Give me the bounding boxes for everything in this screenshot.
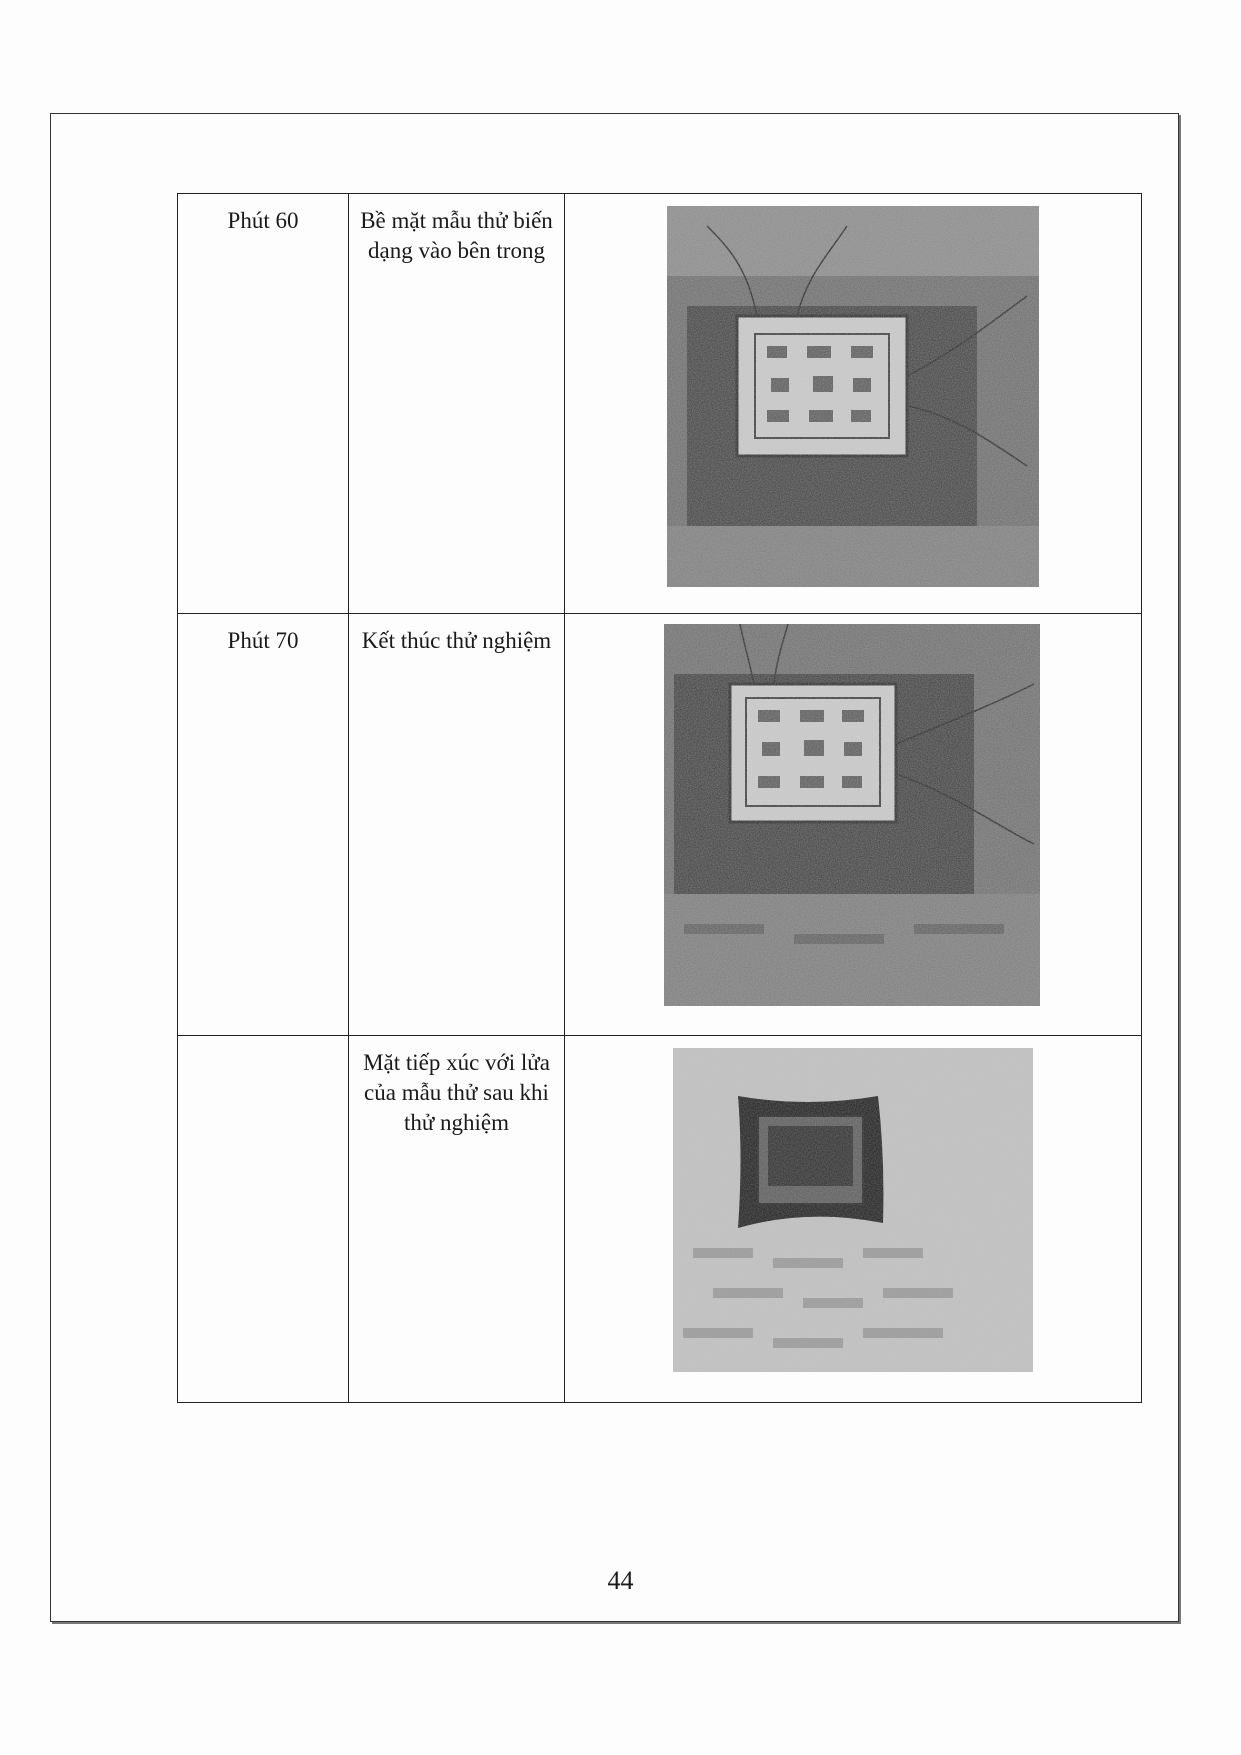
page-number: 44 bbox=[607, 1566, 634, 1595]
time-cell bbox=[178, 194, 349, 614]
description-cell bbox=[349, 194, 565, 614]
table-row bbox=[178, 614, 1142, 1036]
time-cell bbox=[178, 614, 349, 1036]
description-text: Kết thúc thử nghiệm bbox=[361, 628, 552, 653]
photo-cell bbox=[565, 194, 1142, 614]
description-cell bbox=[349, 1036, 565, 1403]
table-row bbox=[178, 1036, 1142, 1403]
test-sample-photo bbox=[673, 1048, 1033, 1372]
time-label: Phút 70 bbox=[227, 628, 299, 653]
test-sample-photo bbox=[667, 206, 1039, 587]
time-cell bbox=[178, 1036, 349, 1403]
test-sample-photo bbox=[664, 624, 1040, 1006]
time-label: Phút 60 bbox=[227, 208, 299, 233]
description-text: Bề mặt mẫu thử biến dạng vào bên trong bbox=[360, 208, 553, 263]
description-text: Mặt tiếp xúc với lửa của mẫu thử sau khi thử nghiệm bbox=[363, 1050, 550, 1135]
description-cell bbox=[349, 614, 565, 1036]
photo-cell bbox=[565, 614, 1142, 1036]
time-label bbox=[178, 1036, 348, 1048]
table-row bbox=[178, 194, 1142, 614]
photo-cell bbox=[565, 1036, 1142, 1403]
test-results-table bbox=[177, 193, 1142, 1403]
